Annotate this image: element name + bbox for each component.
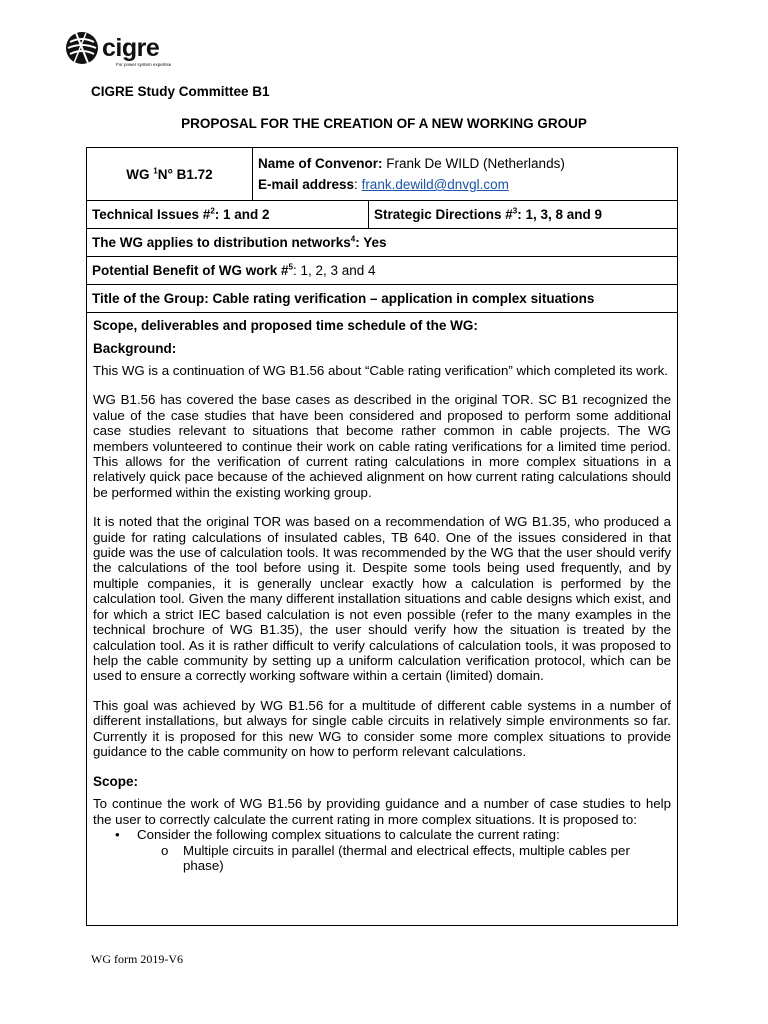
- list-item: • Consider the following complex situations to calculate the current rating: o Multiple circuits in parallel (thermal and electrical effects, multiple cables per phase): [137, 827, 671, 873]
- circle-bullet-icon: o: [161, 842, 169, 858]
- paragraph-4: This goal was achieved by WG B1.56 for a multitude of different cable systems in a number of different installations, but always for single cable circuits in relatively simple environments so far. Currently it is proposed for this new WG to consider some more complex situations to provide guidance to the cable community on how to perform relevant calculations.: [93, 697, 672, 759]
- paragraph-2: WG B1.56 has covered the base cases as described in the original TOR. SC B1 recognized the value of the case studies that have been considered and proposed to perform some additional case studies relevant to situations that become rather common in cable projects. The WG members volunteered to continue their work on cable rating verifications for a limited time period. This allows for the verification of current rating calculations in more complex situations in a relatively quick pace because of the achieved alignment on how current rating calculations should be performed within the existing working group.: [93, 392, 672, 500]
- scope-deliverables-heading: Scope, deliverables and proposed time schedule of the WG:: [93, 318, 478, 333]
- form-version-footer: WG form 2019-V6: [91, 952, 183, 966]
- sub-bullet-list: [137, 843, 671, 874]
- email-label: E-mail address: [258, 177, 355, 192]
- group-title-cell: Title of the Group: Cable rating verification – application in complex situations: [87, 285, 678, 313]
- scope-bullet-list: [93, 827, 671, 873]
- paragraph-3: It is noted that the original TOR was based on a recommendation of WG B1.35, who produced a guide for rating calculations of insulated cables, TB 640. One of the issues considered in that guide was the use of calculation tools. It was recommended by the WG that the user should verify the calculations of the tool before using it. Despite some tools being used frequently, and by multiple companies, it is generally unclear exactly how a calculation is performed by the calculation tool. Given the many different installation situations and cable designs which exist, and for which a strict IEC based calculation is not even possible (refer to the many examples in the technical brochure of WG B1.35), the user should verify how the situation is treated by the calculation tool. As it is rather difficult to verify calculations of calculation tools, it was proposed to help the cable community by setting up a uniform calculation verification protocol, which can be used to ensure a correctly working software within a certain (limited) domain.: [93, 514, 672, 684]
- scope-content-cell: [87, 313, 678, 926]
- paragraph-1: This WG is a continuation of WG B1.56 about “Cable rating verification” which completed its work.: [93, 363, 668, 378]
- bullet-icon: •: [115, 827, 120, 843]
- convenor-email-link[interactable]: frank.dewild@dnvgl.com: [361, 177, 509, 192]
- distribution-networks-cell: The WG applies to distribution networks$^4$: Yes: [87, 229, 678, 257]
- technical-issues-cell: Technical Issues #$^2$: 1 and 2: [87, 201, 369, 229]
- background-heading: Background:: [93, 341, 177, 356]
- paragraph-5: To continue the work of WG B1.56 by providing guidance and a number of case studies to help the user to correctly calculate the current rating in more complex situations. It is proposed to:: [93, 796, 672, 827]
- convenor-name: Frank De WILD (Netherlands): [382, 156, 565, 171]
- list-item: o Multiple circuits in parallel (thermal and electrical effects, multiple cables per phase): [161, 842, 630, 873]
- cigre-logo-graphic: [64, 28, 174, 72]
- wg-proposal-form: [86, 147, 678, 926]
- strategic-directions-cell: Strategic Directions #$^3$: 1, 3, 8 and 9: [369, 201, 678, 229]
- convenor-cell: Name of Convenor: Frank De WILD (Netherlands) E-mail address: frank.dewild@dnvgl.com: [253, 148, 678, 201]
- committee-heading: CIGRE Study Committee B1: [91, 84, 270, 99]
- wg-number-cell: WG $^1$N° B1.72: [87, 148, 253, 201]
- convenor-label: Name of Convenor:: [258, 156, 383, 171]
- cigre-logo: [64, 28, 174, 72]
- scope-heading: Scope:: [93, 774, 139, 790]
- svg-text:For power system expertise: For power system expertise: [116, 62, 172, 67]
- potential-benefit-cell: Potential Benefit of WG work #$^5$: 1, 2, 3 and 4: [87, 257, 678, 285]
- svg-text:cigre: cigre: [102, 34, 160, 62]
- proposal-title: PROPOSAL FOR THE CREATION OF A NEW WORKING GROUP: [181, 116, 587, 131]
